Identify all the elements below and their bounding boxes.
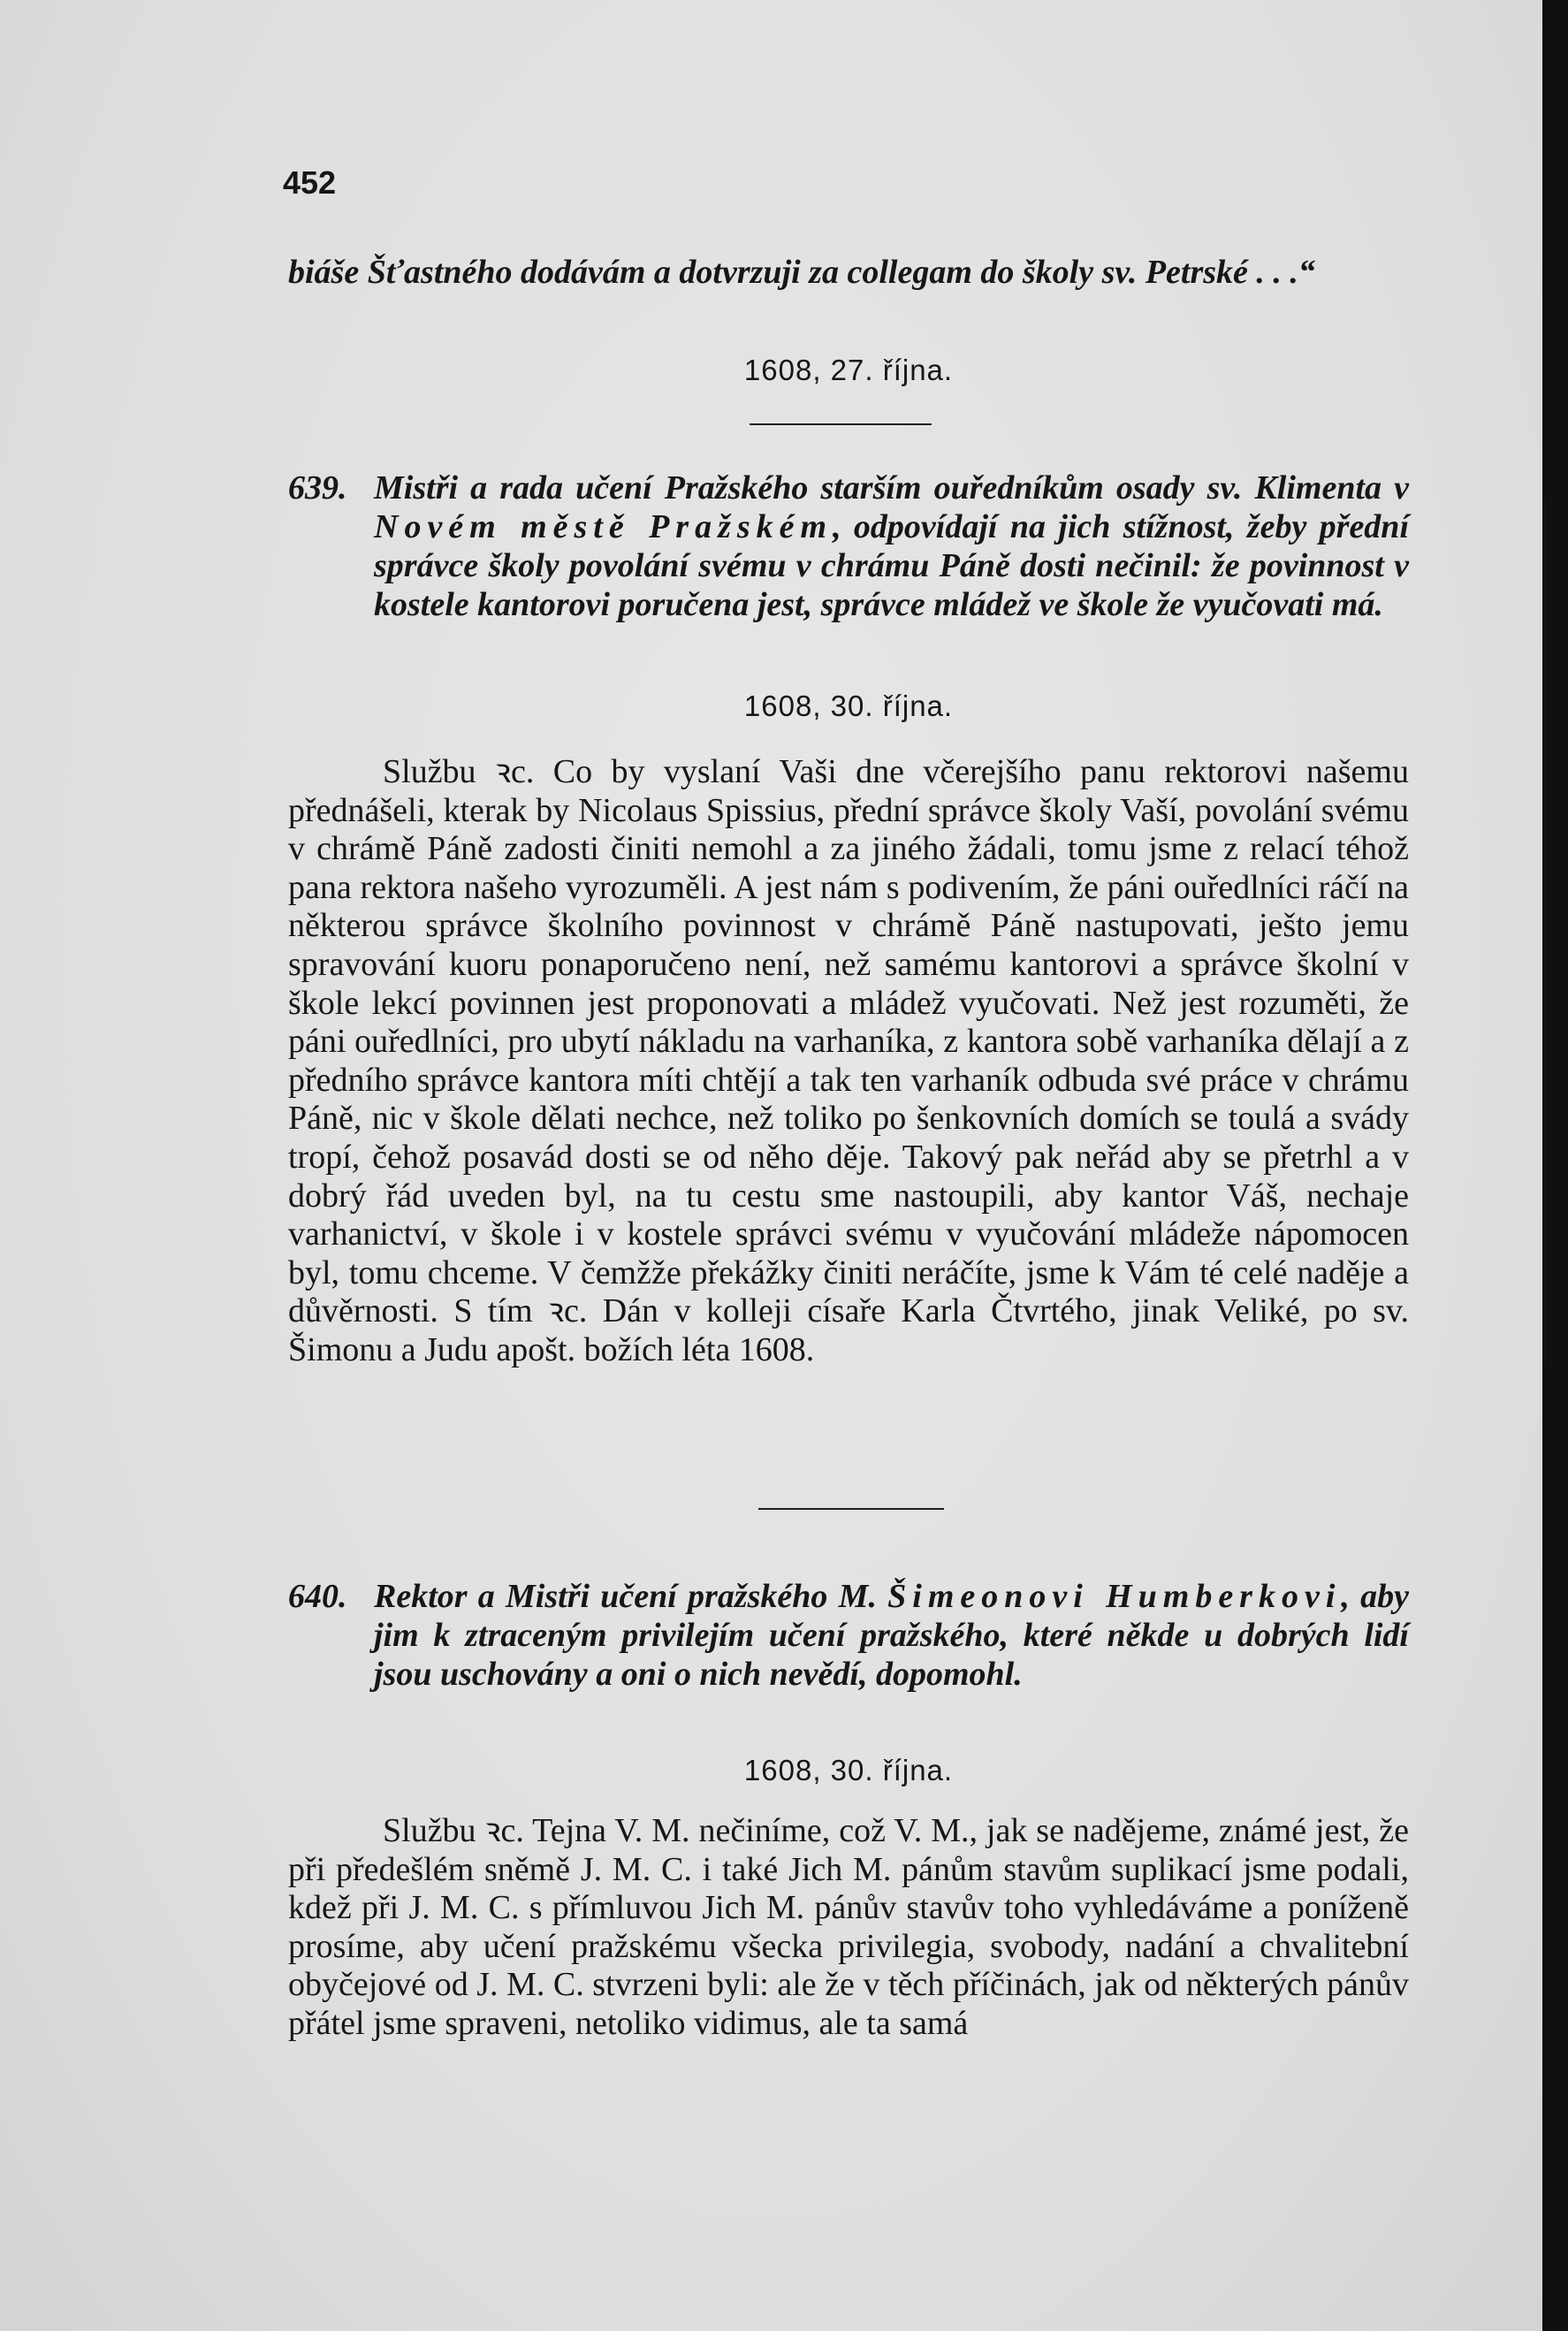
entry-body: Službu ꝛc. Tejna V. M. nečiníme, což V. M., jak se nadějeme, známé jest, že při předešlém sněmě J. M. C. i také Jich M. pánům stavům suplikací jsme podali, kdež při J. M. C. s přímluvou Jich M. pánův stavův toho vyhledáváme a poníženě prosíme, aby učení pražskému všecka privilegia, svobody, nadání a chvalitební obyčejové od J. M. C. stvrzeni byli: ale že v těch příčinách, jak od některých pánův přátel jsme spraveni, netoliko vidimus, ale ta samá (288, 1812, 1409, 2042)
entry-640-heading-block (288, 1577, 1409, 1694)
entry-639-heading-block (288, 468, 1409, 624)
entry-number: 640. (288, 1578, 347, 1615)
separator-rule-1 (750, 423, 932, 425)
entry-heading (288, 1577, 1409, 1694)
continuation-text: biáše Šťastného dodávám a dotvrzuji za collegam do školy sv. Petrské . . .“ (288, 254, 1315, 291)
heading-text-rest: , aby jim k ztraceným privilejím učení pražského, které někde u dobrých lidí jsou uschovány a oni o nich nevědí, dopomohl. (374, 1578, 1409, 1693)
continuation-date-block (288, 354, 1409, 387)
page-number: 452 (283, 164, 337, 201)
entry-date: 1608, 30. října. (743, 1754, 954, 1786)
heading-text: Mistři a rada učení Pražského starším ouředníkům osady sv. Klimenta v (374, 469, 1409, 507)
entry-date: 1608, 30. října. (743, 689, 954, 722)
continuation-block (288, 253, 1409, 292)
page-edge (1542, 0, 1568, 2331)
entry-639-date-block (288, 689, 1409, 723)
heading-spaced-name: Novém městě Pražském (374, 508, 833, 545)
entry-639-body-block (288, 753, 1409, 1370)
heading-text-rest: , odpovídají na jich stížnost, žeby přední správce školy povolání svému v chrámu Páně dosti nečinil: že povinnost v kostele kantorovi poručena jest, správce mládež ve škole že vyučovati má. (374, 508, 1410, 623)
heading-text: Rektor a Mistři učení pražského M. (374, 1578, 877, 1615)
continuation-date: 1608, 27. října. (743, 354, 954, 386)
entry-640-date-block (288, 1754, 1409, 1787)
entry-body: Službu ꝛc. Co by vyslaní Vaši dne včerejšího panu rektorovi našemu přednášeli, kterak by Nicolaus Spissius, přední správce školy Vaší, povolání svému v chrámě Páně zadosti činiti nemohl a za jiného žádali, tomu jsme z relací téhož pana rektora našeho vyrozuměli. A jest nám s podivením, že páni ouředlníci ráčí na některou správce školního povinnost v chrámě Páně nastupovati, ješto jemu spravování kuoru ponaporučeno není, než samému kantorovi a správce školní v škole lekcí povinnen jest proponovati a mládež vyučovati. Než jest rozuměti, že páni ouředlníci, pro ubytí nákladu na varhaníka, z kantora sobě varhaníka dělají a z předního správce kantora míti chtějí a tak ten varhaník odbuda své práce v chrámu Páně, nic v škole dělati nechce, než toliko po šenkovních domích se toulá a svády tropí, čehož posavád dosti se od něho děje. Takový pak neřád aby se přetrhl a v dobrý řád uveden byl, na tu cestu sme nastoupili, aby kantor Váš, nechaje varhanictví, v škole i v kostele správci svému v vyučování mládeže nápomocen byl, tomu chceme. V čemžže překážky činiti neráčíte, jsme k Vám té celé naděje a důvěrnosti. S tím ꝛc. Dán v kolleji císaře Karla Čtvrtého, jinak Veliké, po sv. Šimonu a Judu apošt. božích léta 1608. (288, 753, 1409, 1368)
entry-heading (288, 468, 1409, 624)
separator-rule-2 (758, 1508, 944, 1510)
entry-640-body-block (288, 1812, 1409, 2044)
heading-spaced-name: Šimeonovi Humberkovi (887, 1578, 1342, 1615)
entry-number: 639. (288, 469, 347, 507)
